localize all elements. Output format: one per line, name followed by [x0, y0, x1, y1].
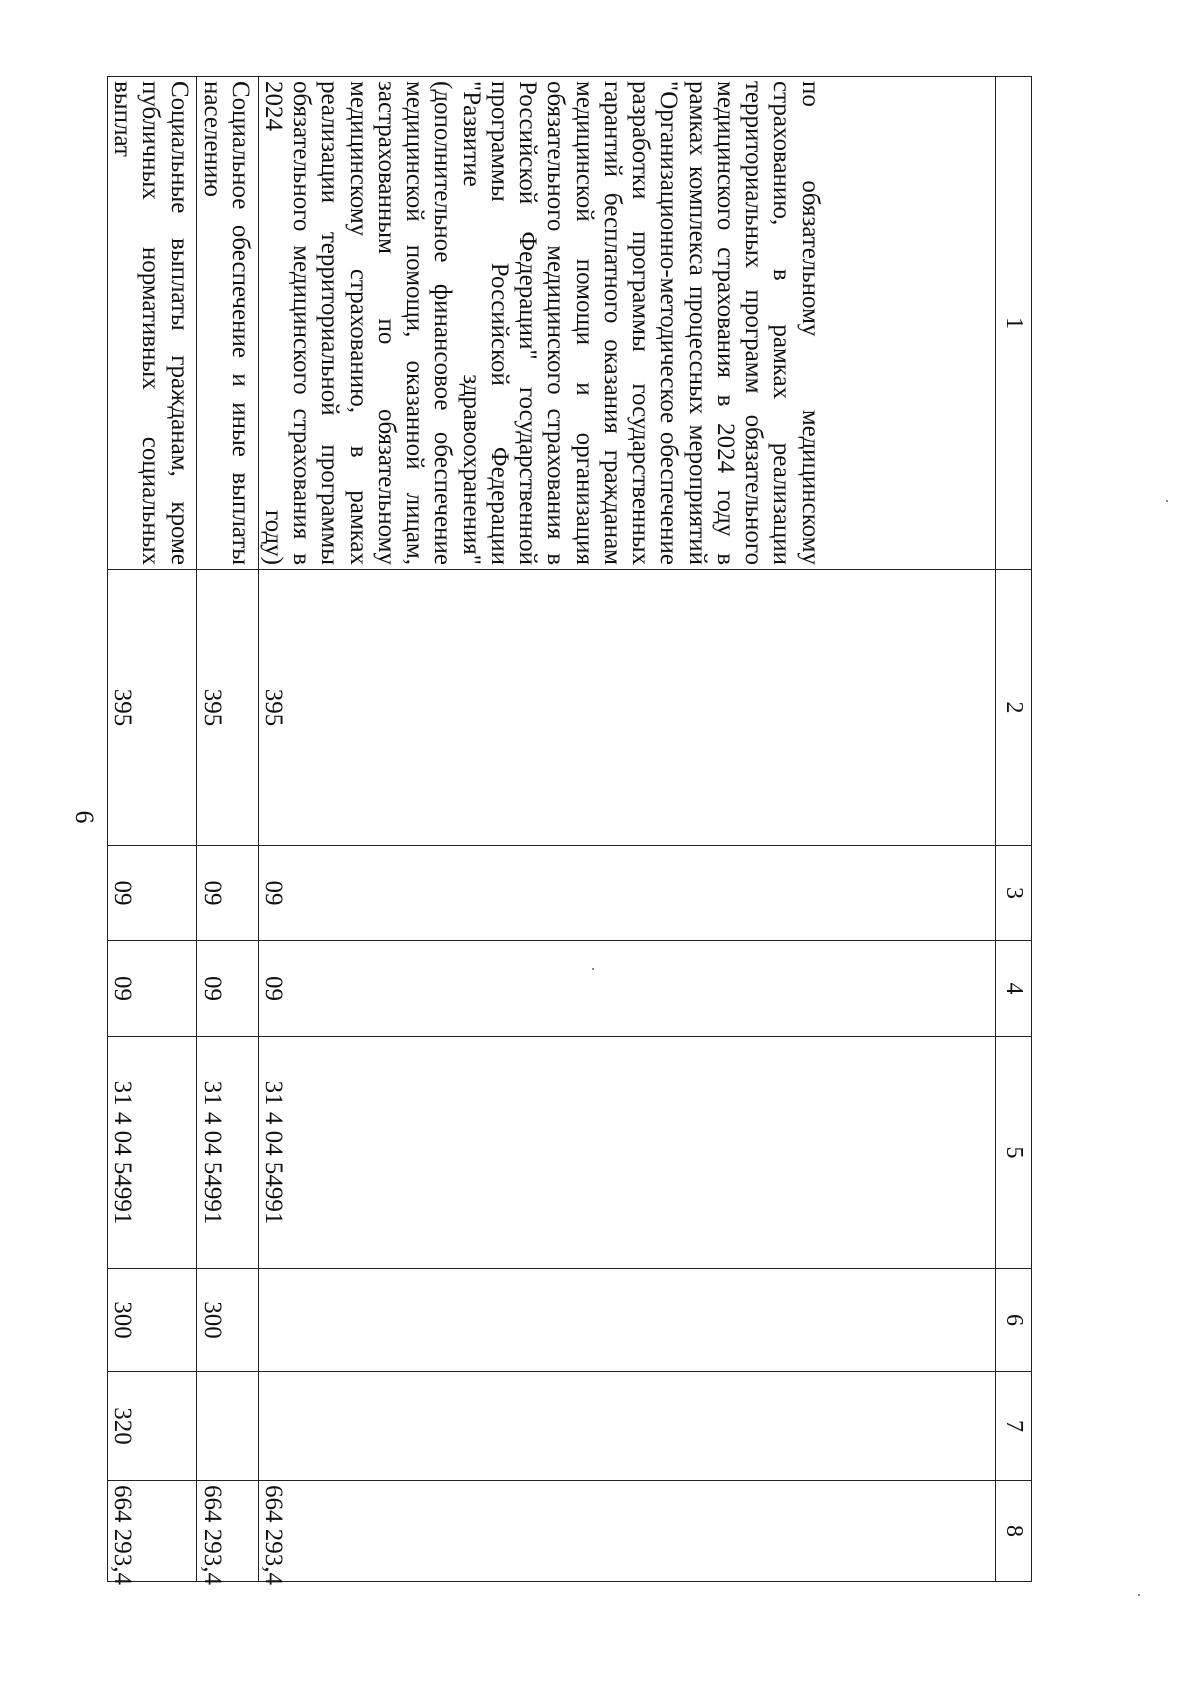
cell-col4: 09 — [197, 941, 258, 1037]
column-header: 4 — [995, 941, 1031, 1037]
page-number: 6 — [70, 810, 99, 824]
column-header-row — [995, 77, 1031, 1582]
cell-col2: 395 — [197, 570, 258, 846]
cell-col5: 31 4 04 54991 — [258, 1037, 995, 1269]
cell-col5: 31 4 04 54991 — [108, 1037, 197, 1269]
cell-col4: 09 — [108, 941, 197, 1037]
cell-col8: 664 293,4 — [108, 1481, 197, 1582]
column-header: 2 — [995, 570, 1031, 846]
cell-col2: 395 — [258, 570, 995, 846]
cell-col7: 320 — [108, 1372, 197, 1481]
budget-table — [107, 76, 1032, 1585]
column-header: 6 — [995, 1269, 1031, 1372]
scan-speck — [1138, 1594, 1140, 1596]
scan-speck — [592, 968, 594, 970]
row-description: Социальные выплаты гражданам, кроме публичных нормативных социальных выплат — [108, 77, 197, 570]
budget-table-rotated — [107, 76, 1032, 1585]
table-row — [258, 77, 995, 1582]
cell-col4: 09 — [258, 941, 995, 1037]
cell-col7 — [197, 1372, 258, 1481]
row-description: по обязательному медицинскому страхованию, в рамках реализации территориальных программ обязательного медицинского страхования в 2024 году в рамках комплекса процессных мероприятий "Организационно-методическое обеспечение разработки программы государственных гарантий бесплатного оказания гражданам медицинской помощи и организация обязательного медицинского страхования в Российской Федерации" государственной программы Российской Федерации "Развитие здравоохранения" (дополнительное финансовое обеспечение медицинской помощи, оказанной лицам, застрахованным по обязательному медицинскому страхованию, в рамках реализации территориальной программы обязательного медицинского страхования в 2024 году) — [258, 77, 995, 570]
column-header: 8 — [995, 1481, 1031, 1582]
cell-col3: 09 — [197, 846, 258, 941]
row-description: Социальное обеспечение и иные выплаты населению — [197, 77, 258, 570]
table-row — [108, 77, 197, 1582]
cell-col8: 664 293,4 — [197, 1481, 258, 1582]
column-header: 7 — [995, 1372, 1031, 1481]
scan-speck — [1166, 500, 1168, 502]
cell-col8: 664 293,4 — [258, 1481, 995, 1582]
cell-col7 — [258, 1372, 995, 1481]
column-header: 3 — [995, 846, 1031, 941]
column-header: 5 — [995, 1037, 1031, 1269]
cell-col3: 09 — [108, 846, 197, 941]
cell-col5: 31 4 04 54991 — [197, 1037, 258, 1269]
cell-col2: 395 — [108, 570, 197, 846]
cell-col6: 300 — [108, 1269, 197, 1372]
cell-col6 — [258, 1269, 995, 1372]
cell-col3: 09 — [258, 846, 995, 941]
table-row — [197, 77, 258, 1582]
column-header: 1 — [995, 77, 1031, 570]
cell-col6: 300 — [197, 1269, 258, 1372]
